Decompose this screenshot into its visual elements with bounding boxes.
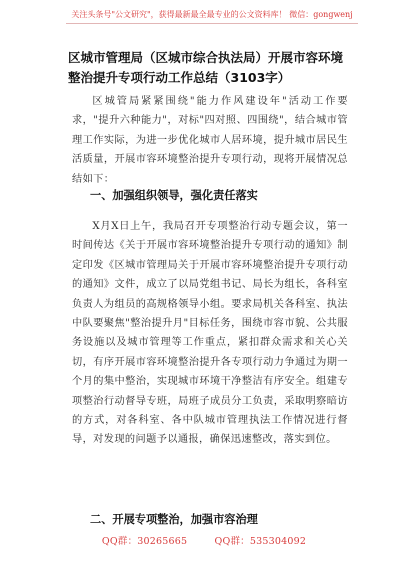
document-title: 区城市管理局（区城市综合执法局）开展市容环境整治提升专项行动工作总结（3103字）	[68, 50, 344, 85]
footer-qq-group-2: QQ群：535304092	[214, 536, 307, 547]
footer-contact	[0, 533, 408, 547]
footer-qq-group-1: QQ群：30265665	[101, 536, 188, 547]
header-banner: 关注头条号"公文研究"，获得最新最全最专业的公文资料库！ 微信：gongwenj	[66, 9, 358, 24]
section-heading-1: 一、加强组织领导，强化责任落实	[90, 189, 258, 202]
section-1-paragraph: X月X日上午，我局召开专项整治行动专题会议，第一时间传达《关于开展市容环境整治提升专项行动的通知》制定印发《区城市管理局关于开展市容环境整治提升专项行动的通知》文件，成立了以局党组书记、局长为组长，各科室负责人为组员的高规格领导小组。要求局机关各科室、执法中队要聚焦"整治提升月"目标任务，围绕市容市貌、公共服务设施以及城市管理等工作重点，紧扣群众需求和关心关切，有序开展市容环境整治提升各专项行动力争通过为期一个月的集中整治，实现城市环境干净整洁有序安全。组建专项整治行动督导专班，局班子成员分工负责，采取明察暗访的方式，对各科室、各中队城市管理执法工作情况进行督导，对发现的问题予以通报，确保迅速整改，落实到位。	[72, 221, 348, 446]
section-heading-2: 二、开展专项整治，加强市容治理	[90, 513, 258, 526]
intro-paragraph: 区城管局紧紧围绕"能力作风建设年"活动工作要求，"提升六种能力"，对标"四对照、四围绕"，结合城市管理工作实际，为进一步优化城市人居环境，提升城市居民生活质量，开展市容环境整治提升专项行动，现将开展情况总结如下：	[72, 96, 348, 185]
